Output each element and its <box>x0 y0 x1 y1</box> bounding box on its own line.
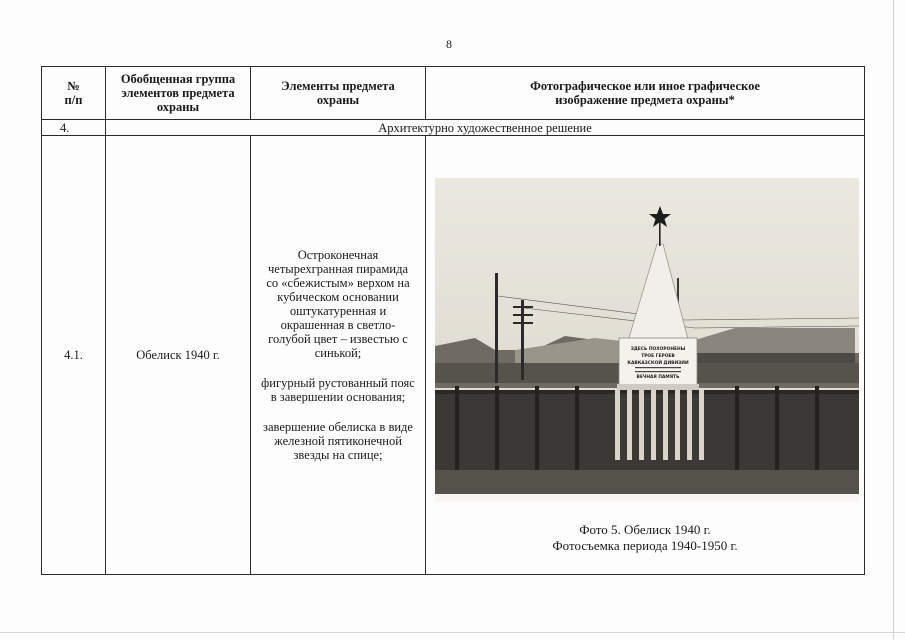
caption-title: Фото 5. Обелиск 1940 г. <box>579 522 711 537</box>
section-title: Архитектурно художественное решение <box>106 120 865 136</box>
plaque-line: ТРОЕ ГЕРОЕВ <box>641 354 675 359</box>
header-image: Фотографическое или иное графическое изображение предмета охраны* <box>426 67 865 120</box>
utility-pole <box>495 273 498 383</box>
row-elements <box>251 136 426 575</box>
spire <box>659 222 661 246</box>
table-header-row <box>42 67 865 120</box>
table-row <box>42 136 865 575</box>
page-number: 8 <box>446 37 452 51</box>
caption-period: Фотосъемка периода 1940-1950 г. <box>552 538 738 553</box>
obelisk-photo-drawing <box>435 178 859 502</box>
photo-torn-edge <box>435 494 859 502</box>
obelisk-photo <box>435 178 859 502</box>
section-number: 4. <box>42 120 106 136</box>
plaque-line: ВЕЧНАЯ ПАМЯТЬ <box>636 375 680 380</box>
photo-caption <box>426 522 864 554</box>
element-item: завершение обелиска в виде железной пятиконечной звезды на спице; <box>263 420 413 462</box>
element-item: Остроконечная четырехгранная пирамида со «сбежистым» верхом на кубическом основании оштукатуренная и окрашенная в светло-голубой цвет – известью с синькой; <box>266 248 410 360</box>
row-group: Обелиск 1940 г. <box>106 136 251 575</box>
element-item: фигурный рустованный пояс в завершении основания; <box>261 376 415 404</box>
plaque-line: ЗДЕСЬ ПОХОРОНЕНЫ <box>630 347 686 352</box>
section-row <box>42 120 865 136</box>
rusticated-belt <box>617 384 699 390</box>
page-edge-bottom <box>0 632 905 633</box>
header-elements: Элементы предмета охраны <box>251 67 426 120</box>
row-number: 4.1. <box>42 136 106 575</box>
row-image-cell <box>426 136 865 575</box>
page-edge-right <box>893 0 894 640</box>
protection-elements-table <box>41 66 865 575</box>
header-num: № п/п <box>42 67 106 120</box>
utility-pole <box>521 300 524 380</box>
header-group: Обобщенная группа элементов предмета охраны <box>106 67 251 120</box>
plaque-line: КАВКАЗСКОЙ ДИВИЗИИ <box>627 361 689 366</box>
